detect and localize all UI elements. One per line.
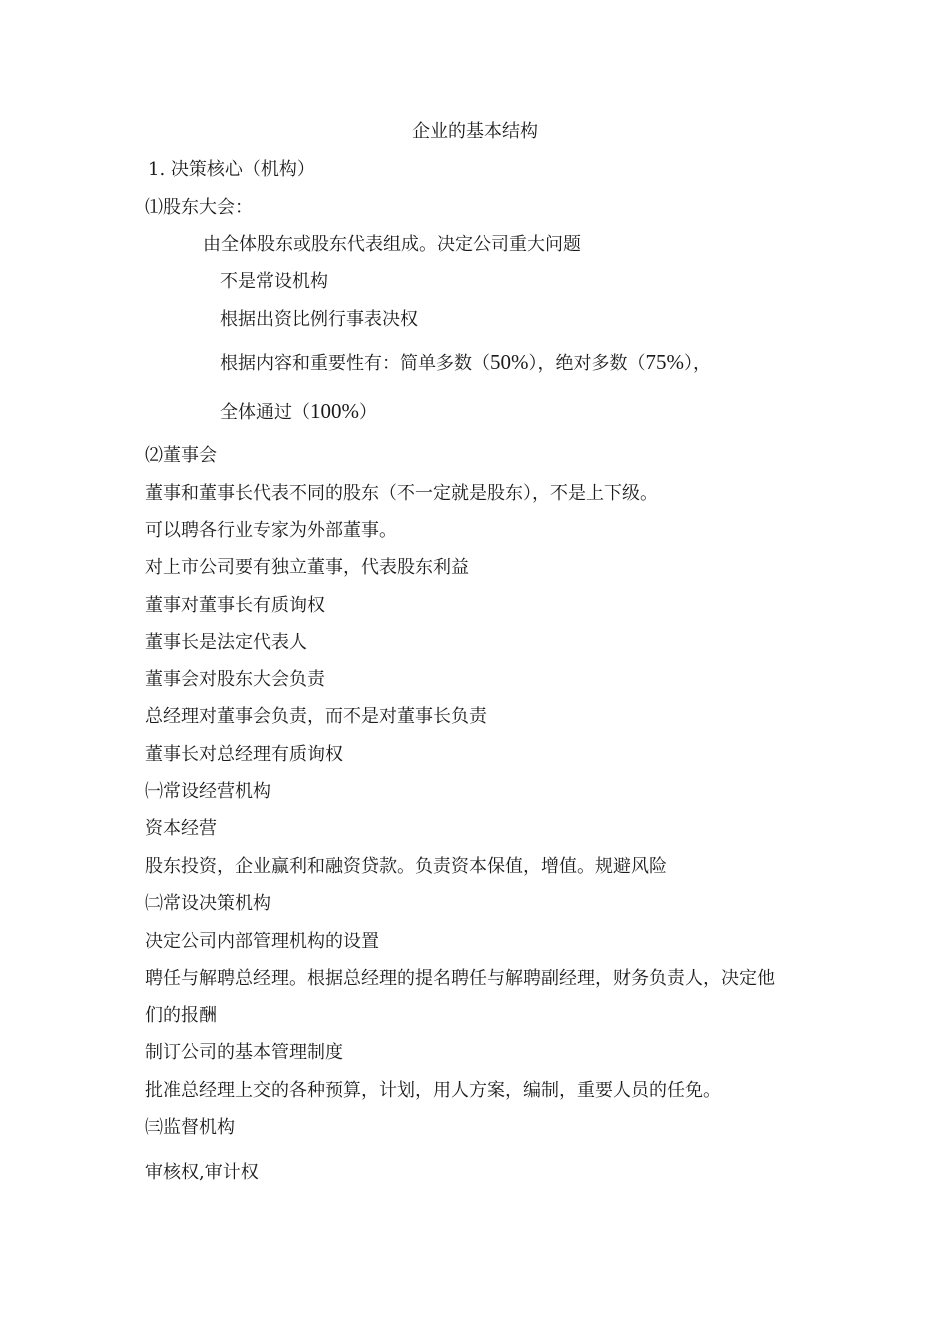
paragraph-line: 总经理对董事会负责，而不是对董事长负责 <box>145 706 487 727</box>
paragraph-line: 们的报酬 <box>145 1005 217 1026</box>
paragraph-line: 董事长对总经理有质询权 <box>145 744 343 765</box>
subheading-shareholders-meeting: ⑴股东大会： <box>145 197 253 218</box>
section-heading-decision-core: 1. 决策核心（机构） <box>148 159 315 180</box>
text-segment: ），绝对多数（ <box>528 353 646 374</box>
text-segment: 根据内容和重要性有：简单多数（ <box>220 353 490 374</box>
paragraph-line: 股东投资，企业赢利和融资贷款。负责资本保值，增值。规避风险 <box>145 856 667 877</box>
paragraph-line: 对上市公司要有独立董事，代表股东利益 <box>145 557 469 578</box>
paragraph-line-majority <box>220 350 711 376</box>
paragraph-line: 可以聘各行业专家为外部董事。 <box>145 520 397 541</box>
paragraph-line: 董事和董事长代表不同的股东（不一定就是股东），不是上下级。 <box>145 483 658 504</box>
percent-value: 100% <box>310 399 359 423</box>
percent-value: 50% <box>490 350 529 374</box>
subheading-operating-body: ㈠常设经营机构 <box>145 781 271 802</box>
subheading-supervisory-body: ㈢监督机构 <box>145 1117 235 1138</box>
subheading-board: ⑵董事会 <box>145 445 217 466</box>
paragraph-line: 不是常设机构 <box>220 271 328 292</box>
percent-value: 75% <box>645 350 684 374</box>
text-segment: 全体通过（ <box>220 402 310 423</box>
paragraph-line: 董事对董事长有质询权 <box>145 595 325 616</box>
paragraph-line: 根据出资比例行事表决权 <box>220 309 418 330</box>
paragraph-line: 制订公司的基本管理制度 <box>145 1042 343 1063</box>
paragraph-line: 董事会对股东大会负责 <box>145 669 325 690</box>
paragraph-line: 董事长是法定代表人 <box>145 632 307 653</box>
subheading-decision-body: ㈡常设决策机构 <box>145 893 271 914</box>
paragraph-line: 由全体股东或股东代表组成。决定公司重大问题 <box>203 234 581 255</box>
paragraph-line: 资本经营 <box>145 818 217 839</box>
page-title: 企业的基本结构 <box>412 121 538 142</box>
paragraph-line: 批准总经理上交的各种预算，计划，用人方案，编制，重要人员的任免。 <box>145 1080 721 1101</box>
text-segment: ）， <box>684 353 711 374</box>
text-segment: ） <box>359 402 377 423</box>
paragraph-line: 聘任与解聘总经理。根据总经理的提名聘任与解聘副经理，财务负责人，决定他 <box>145 968 775 989</box>
paragraph-line-unanimous <box>220 399 377 425</box>
paragraph-line: 审核权,审计权 <box>145 1162 259 1183</box>
paragraph-line: 决定公司内部管理机构的设置 <box>145 931 379 952</box>
